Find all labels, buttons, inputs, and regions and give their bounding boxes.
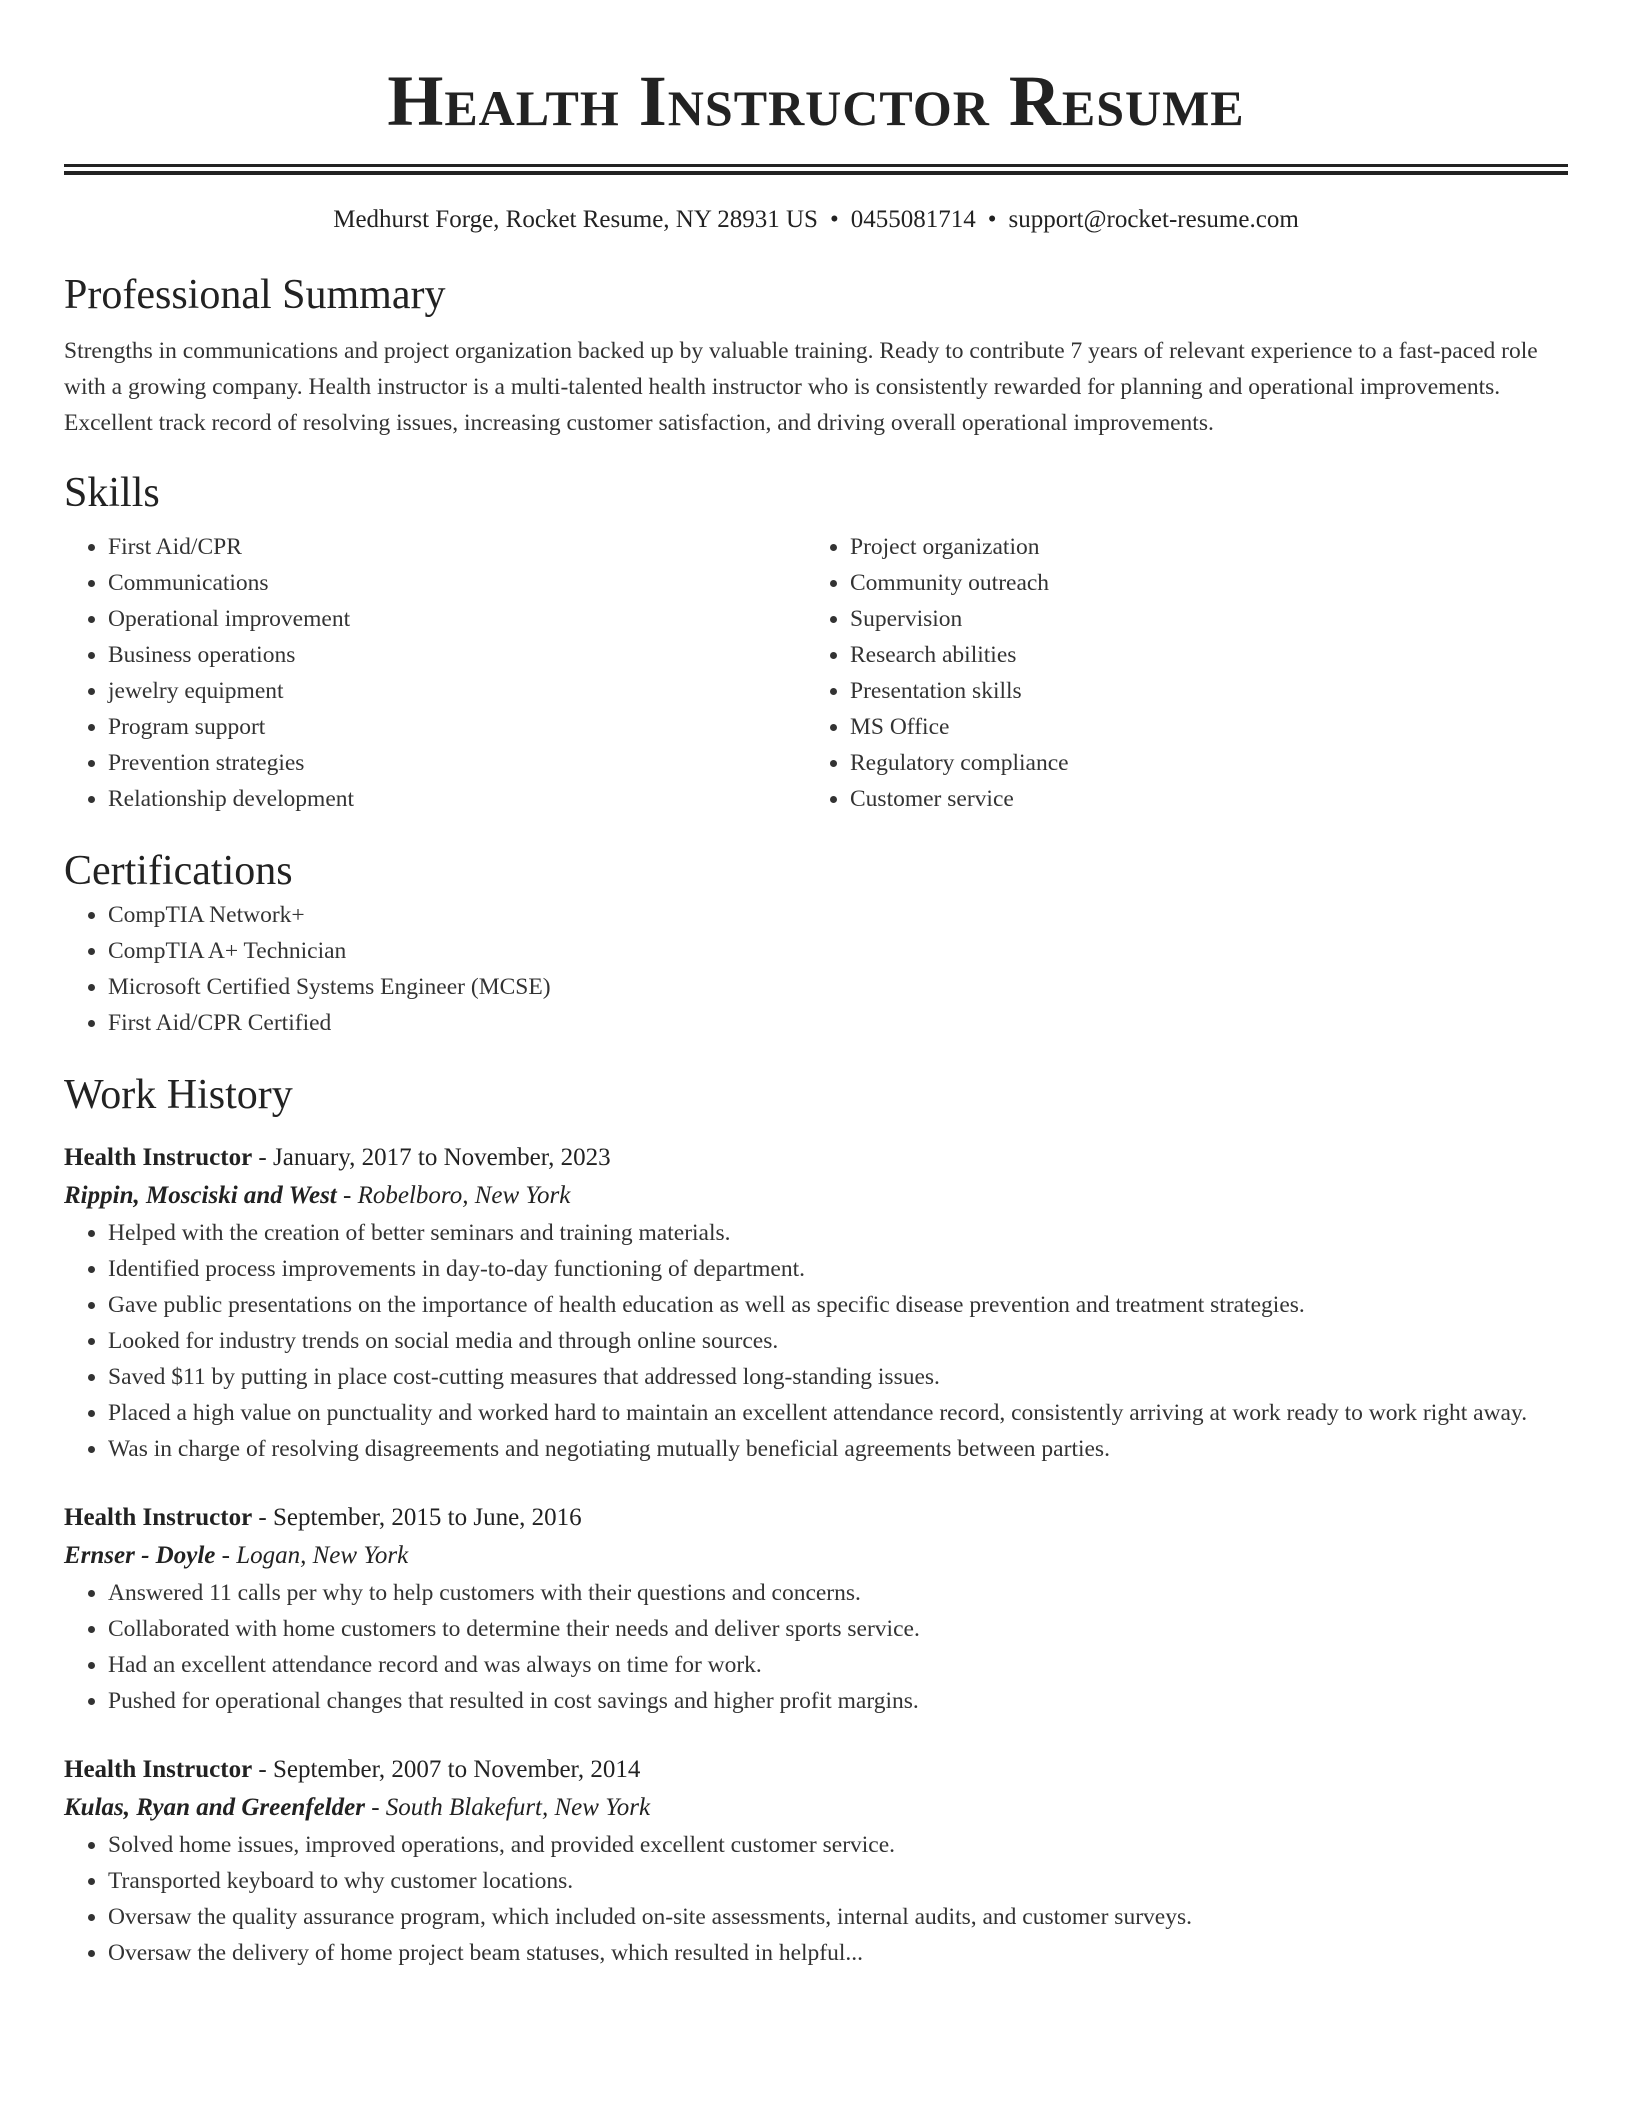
job-role: Health Instructor <box>64 1144 253 1171</box>
skill-item: • Community outreach <box>850 565 1548 601</box>
job-location: - Robelboro, New York <box>336 1182 571 1209</box>
contact-separator: • <box>829 206 839 233</box>
skill-item: • Project organization <box>850 529 1548 565</box>
skill-item: • Relationship development <box>108 781 806 817</box>
job-bullet: • Helped with the creation of better seminars and training materials. <box>108 1215 1568 1251</box>
contact-email: support@rocket-resume.com <box>1008 206 1299 233</box>
job-role: Health Instructor <box>64 1756 253 1783</box>
certifications-list <box>64 897 1568 1041</box>
job-dates: - September, 2007 to November, 2014 <box>252 1756 641 1783</box>
job-bullet: • Identified process improvements in day-to-day functioning of department. <box>108 1251 1568 1287</box>
job-bullet: • Oversaw the delivery of home project beam statuses, which resulted in helpful... <box>108 1935 1568 1971</box>
skill-item: • Supervision <box>850 601 1548 637</box>
job-title-line <box>64 1139 1568 1177</box>
certification-item: • First Aid/CPR Certified <box>108 1005 1568 1041</box>
job-bullet: • Answered 11 calls per why to help customers with their questions and concerns. <box>108 1575 1568 1611</box>
certifications-heading: Certifications <box>64 848 293 894</box>
summary-text: Strengths in communications and project organization backed up by valuable training. Ready to contribute 7 years of relevant experience to a fast-paced role with a growing company. Health instructor is a multi-talented health instructor who is consistently rewarded for planning and operational improvements. Excellent track record of resolving issues, increasing customer satisfaction, and driving overall operational improvements. <box>64 338 1538 436</box>
certification-item: • Microsoft Certified Systems Engineer (MCSE) <box>108 969 1568 1005</box>
skill-item: • Research abilities <box>850 637 1548 673</box>
skill-item: • Presentation skills <box>850 673 1548 709</box>
job-company: Ernser - Doyle <box>64 1542 216 1569</box>
resume-page <box>64 0 1568 1971</box>
job-bullet: • Placed a high value on punctuality and worked hard to maintain an excellent attendance record, consistently arriving at work ready to work right away. <box>108 1395 1568 1431</box>
job-bullets <box>64 1827 1568 1971</box>
skill-item: • jewelry equipment <box>108 673 806 709</box>
job-company: Kulas, Ryan and Greenfelder <box>64 1794 365 1821</box>
contact-separator: • <box>987 206 997 233</box>
skills-column-right <box>806 529 1548 817</box>
skill-item: • Customer service <box>850 781 1548 817</box>
skill-item: • Operational improvement <box>108 601 806 637</box>
job-location: - South Blakefurt, New York <box>364 1794 651 1821</box>
job-bullet: • Transported keyboard to why customer locations. <box>108 1863 1568 1899</box>
contact-line <box>64 203 1568 237</box>
job-bullet: • Looked for industry trends on social media and through online sources. <box>108 1323 1568 1359</box>
contact-address: Medhurst Forge, Rocket Resume, NY 28931 US <box>333 206 818 233</box>
skill-item: • Program support <box>108 709 806 745</box>
skills-list <box>64 529 1568 817</box>
job-role: Health Instructor <box>64 1504 253 1531</box>
job-title-line <box>64 1751 1568 1789</box>
work-history-heading: Work History <box>64 1072 293 1118</box>
skills-column-left <box>64 529 806 817</box>
job-bullet: • Collaborated with home customers to determine their needs and deliver sports service. <box>108 1611 1568 1647</box>
skill-item: • Regulatory compliance <box>850 745 1548 781</box>
summary-heading: Professional Summary <box>64 272 446 318</box>
page-title: Health Instructor Resume <box>387 61 1245 141</box>
job-entry <box>64 1139 1568 1467</box>
job-bullet: • Oversaw the quality assurance program, which included on-site assessments, internal audits, and customer surveys. <box>108 1899 1568 1935</box>
job-bullet: • Gave public presentations on the importance of health education as well as specific disease prevention and treatment strategies. <box>108 1287 1568 1323</box>
skill-item: • MS Office <box>850 709 1548 745</box>
job-bullets <box>64 1215 1568 1467</box>
job-employer-line <box>64 1177 1568 1215</box>
job-location: - Logan, New York <box>215 1542 409 1569</box>
skill-item: • Communications <box>108 565 806 601</box>
skill-item: • First Aid/CPR <box>108 529 806 565</box>
job-bullet: • Was in charge of resolving disagreements and negotiating mutually beneficial agreements between parties. <box>108 1431 1568 1467</box>
job-bullet: • Had an excellent attendance record and was always on time for work. <box>108 1647 1568 1683</box>
job-dates: - January, 2017 to November, 2023 <box>252 1144 611 1171</box>
job-bullet: • Pushed for operational changes that resulted in cost savings and higher profit margins. <box>108 1683 1568 1719</box>
job-bullet: • Saved $11 by putting in place cost-cutting measures that addressed long-standing issues. <box>108 1359 1568 1395</box>
skill-item: • Prevention strategies <box>108 745 806 781</box>
certification-item: • CompTIA A+ Technician <box>108 933 1568 969</box>
contact-phone: 0455081714 <box>850 206 976 233</box>
skill-item: • Business operations <box>108 637 806 673</box>
job-employer-line <box>64 1789 1568 1827</box>
job-bullet: • Solved home issues, improved operations, and provided excellent customer service. <box>108 1827 1568 1863</box>
job-bullets <box>64 1575 1568 1719</box>
title-divider <box>64 164 1568 175</box>
job-entry <box>64 1499 1568 1719</box>
job-company: Rippin, Mosciski and West <box>64 1182 337 1209</box>
skills-heading: Skills <box>64 470 160 516</box>
certification-item: • CompTIA Network+ <box>108 897 1568 933</box>
job-employer-line <box>64 1537 1568 1575</box>
job-entry <box>64 1751 1568 1971</box>
job-dates: - September, 2015 to June, 2016 <box>252 1504 582 1531</box>
job-title-line <box>64 1499 1568 1537</box>
